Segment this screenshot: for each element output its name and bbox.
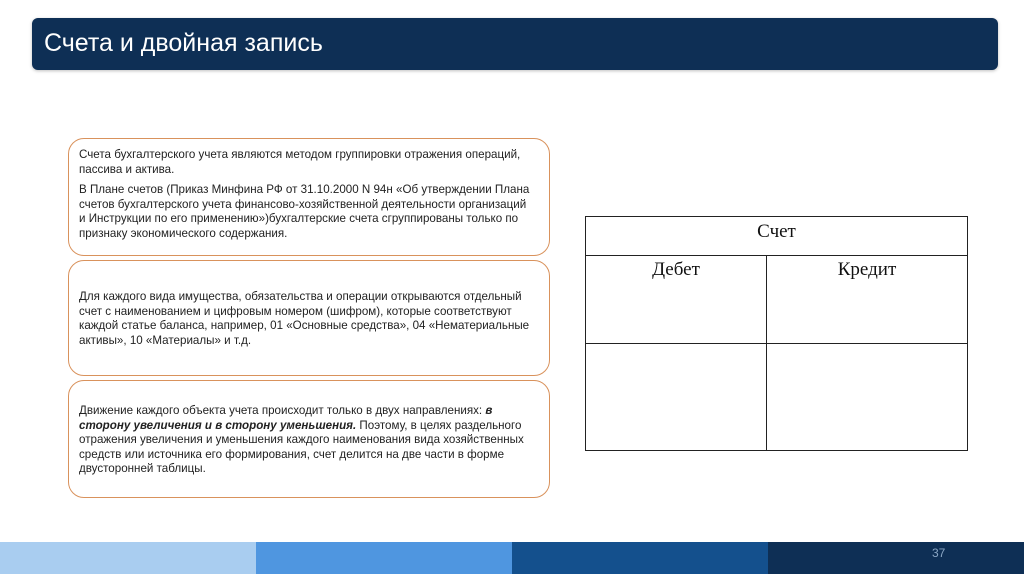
chart-of-accounts-paragraph: В Плане счетов (Приказ Минфина РФ от 31.10.2000 N 94н «Об утверждении Плана счетов бухгалтерского учета финансово-хозяйственной деятельности организаций и Инструкции по его применению»)бухгалтерские счета сгруппированы только по признаку экономического содержания. <box>79 183 530 240</box>
footer-segment-dark <box>512 542 768 574</box>
footer-segment-mid <box>256 542 512 574</box>
text-box-account-numbering <box>68 260 550 376</box>
t-account-credit-label: Кредит <box>837 259 897 280</box>
title-bar <box>32 18 998 70</box>
footer-segment-light <box>0 542 256 574</box>
double-entry-emphasis: в сторону увеличения и в сторону уменьшения. <box>79 404 493 432</box>
t-account-horizontal-divider <box>586 343 967 344</box>
t-account-debit-label: Дебет <box>652 259 700 280</box>
t-account-vertical-divider <box>766 256 767 451</box>
accounts-definition-paragraph: Счета бухгалтерского учета являются методом группировки отражения операций, пассива и актива. <box>79 148 521 176</box>
footer-bar <box>0 542 1024 574</box>
account-numbering-paragraph: Для каждого вида имущества, обязательства и операции открываются отдельный счет с наименованием и цифровым номером (шифром), которые соответствуют каждой статье баланса, например, 01 «Основные средства», 04 «Нематериальные активы», 10 «Материалы» и т.д. <box>79 290 530 347</box>
footer-segment-navy <box>768 542 1024 574</box>
double-entry-text-start: Движение каждого объекта учета происходит только в двух направлениях: <box>79 404 486 417</box>
text-box-accounts-definition <box>68 138 550 256</box>
double-entry-paragraph <box>79 404 535 477</box>
text-box-double-entry <box>68 380 550 498</box>
double-entry-text-end: Поэтому, в целях раздельного отражения увеличения и уменьшения каждого наименования вида хозяйственных средств или источника его формирования, счет делится на две части в форме двусторонней таблицы. <box>79 418 524 476</box>
t-account-header: Счет <box>586 217 967 256</box>
t-account-table <box>585 216 968 451</box>
slide-title: Счета и двойная запись <box>44 29 323 57</box>
page-number: 37 <box>932 546 946 560</box>
